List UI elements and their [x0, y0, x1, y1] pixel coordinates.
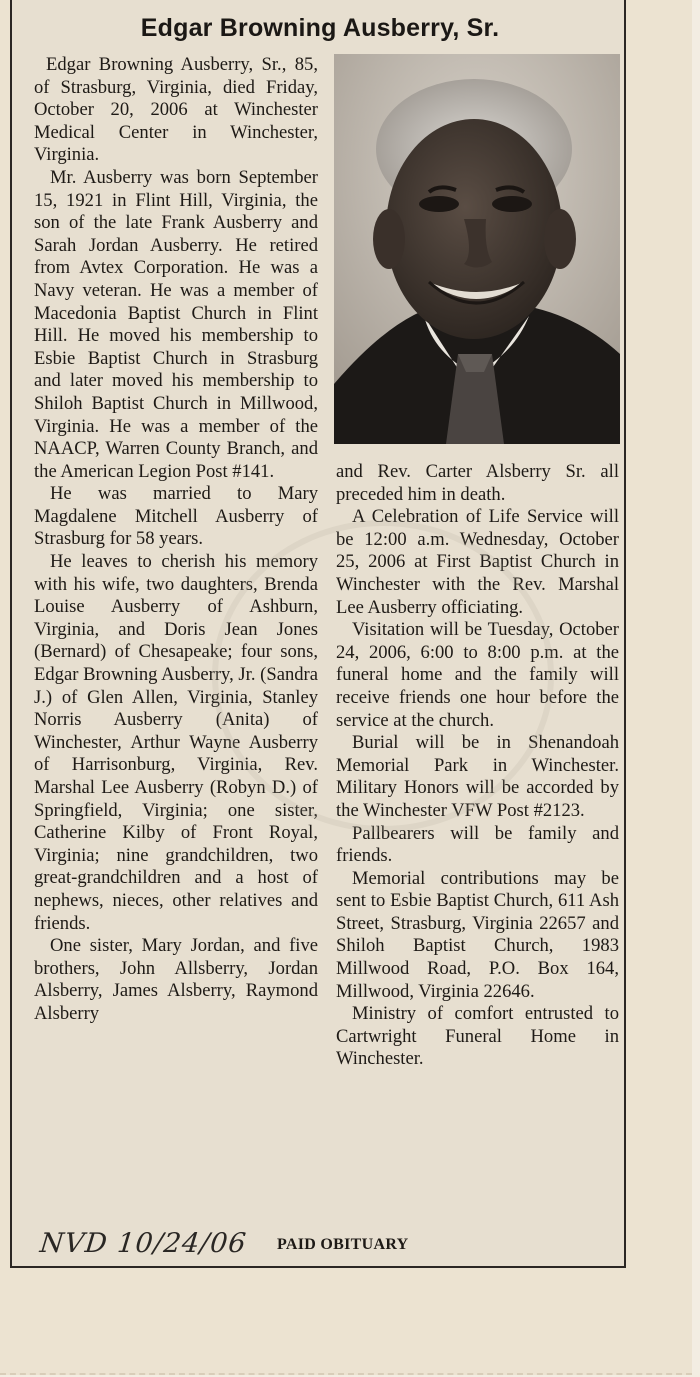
paragraph-preceded-continued: and Rev. Carter Alsberry Sr. all preceded him in death. — [336, 461, 619, 505]
paragraph-preceded: One sister, Mary Jordan, and five brothers, John Allsberry, Jordan Alsberry, James Alsberry, Raymond Alsberry — [34, 935, 318, 1024]
paragraph-survivors: He leaves to cherish his memory with his wife, two daughters, Brenda Louise Ausberry of Ashburn, Virginia, and Doris Jean Jones (Bernard) of Chesapeake; four sons, Edgar Browning Ausberry, Jr. (Sandra J.) of Glen Allen, Virginia, Stanley Norris Ausberry (Anita) of Winchester, Arthur Wayne Ausberry of Harrisonburg, Virginia, Rev. Marshal Lee Ausberry (Robyn D.) of Springfield, Virginia; one sister, Catherine Kilby of Front Royal, Virginia; nine grandchildren, two great-grandchildren and a host of nephews, nieces, other relatives and friends. — [34, 551, 318, 934]
left-column — [34, 54, 318, 1026]
handwritten-date-note: NVD 10/24/06 — [38, 1228, 249, 1259]
paragraph-memorial: Memorial contributions may be sent to Esbie Baptist Church, 611 Ash Street, Strasburg, Virginia 22657 and Shiloh Baptist Church, 1983 Millwood Road, P.O. Box 164, Millwood, Virginia 22646. — [336, 867, 619, 1002]
paragraph-visitation: Visitation will be Tuesday, October 24, 2006, 6:00 to 8:00 p.m. at the funeral home and the family will receive friends one hour before the service at the church. — [336, 619, 619, 731]
paragraph-pallbearers: Pallbearers will be family and friends. — [336, 822, 619, 867]
paragraph-marriage: He was married to Mary Magdalene Mitchell Ausberry of Strasburg for 58 years. — [34, 483, 318, 550]
portrait-photo — [334, 54, 620, 444]
clipping-footer — [26, 1222, 616, 1266]
paragraph-service: A Celebration of Life Service will be 12:00 a.m. Wednesday, October 25, 2006 at First Baptist Church in Winchester with the Rev. Marshal Lee Ausberry officiating. — [336, 506, 619, 618]
paid-obituary-label: PAID OBITUARY — [277, 1236, 409, 1253]
obituary-title: Edgar Browning Ausberry, Sr. — [140, 14, 500, 42]
paragraph-biography: Mr. Ausberry was born September 15, 1921 in Flint Hill, Virginia, the son of the late Frank Ausberry and Sarah Jordan Ausberry. He retired from Avtex Corporation. He was a Navy veteran. He was a member of Macedonia Baptist Church in Flint Hill. He moved his membership to Esbie Baptist Church in Strasburg and later moved his membership to Shiloh Baptist Church in Millwood, Virginia. He was a member of the NAACP, Warren County Branch, and the American Legion Post #141. — [34, 166, 318, 482]
paragraph-funeral-home: Ministry of comfort entrusted to Cartwright Funeral Home in Winchester. — [336, 1003, 619, 1070]
paragraph-burial: Burial will be in Shenandoah Memorial Park in Winchester. Military Honors will be accorded by the Winchester VFW Post #2123. — [336, 732, 619, 821]
paragraph-death-notice: Edgar Browning Ausberry, Sr., 85, of Strasburg, Virginia, died Friday, October 20, 2006 at Winchester Medical Center in Winchester, Virginia. — [34, 54, 318, 166]
obituary-clipping — [10, 0, 626, 1268]
right-column — [336, 461, 619, 1071]
